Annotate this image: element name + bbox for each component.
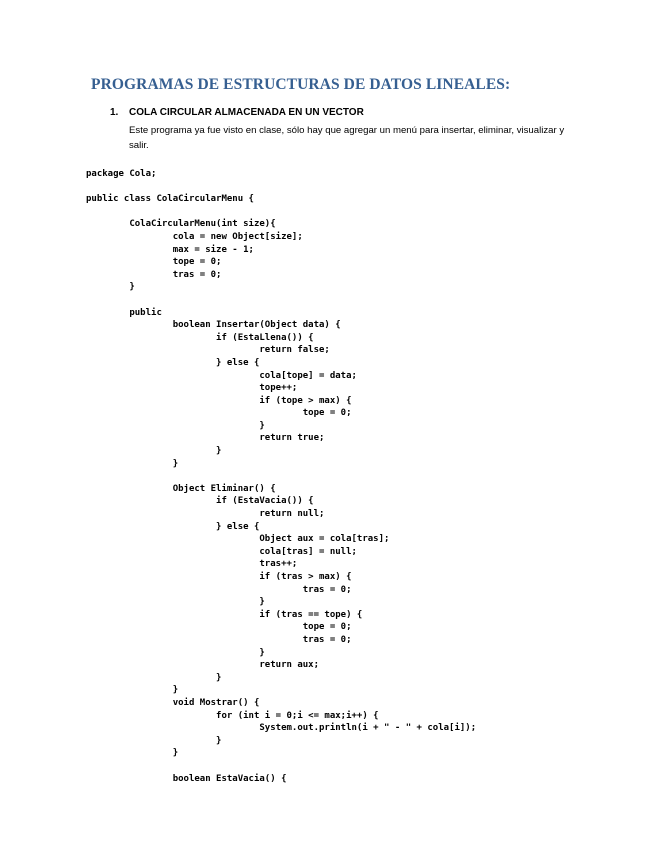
code-line: for (int i = 0;i <= max;i++) { [86, 710, 379, 721]
code-line: } [86, 685, 179, 696]
section-number: 1. [110, 107, 119, 118]
code-line: if (tras > max) { [86, 572, 352, 582]
code-line: } [86, 458, 179, 469]
code-line: void Mostrar() { [86, 697, 260, 708]
code-line: return false; [86, 345, 330, 356]
code-line: return null; [86, 509, 325, 520]
code-line: } [86, 647, 265, 658]
code-line: public [86, 307, 162, 318]
code-line: tope = 0; [86, 408, 352, 419]
code-line: boolean Insertar(Object data) { [86, 320, 341, 331]
code-line: } else { [86, 357, 260, 368]
code-line: boolean EstaVacia() { [86, 773, 287, 784]
code-line: tras = 0; [86, 634, 352, 645]
code-block [86, 168, 476, 785]
code-line: tras = 0; [86, 584, 352, 595]
code-line: return aux; [86, 660, 319, 671]
code-line: package Cola; [86, 169, 157, 179]
code-line: cola[tope] = data; [86, 370, 357, 381]
code-line: if (EstaLlena()) { [86, 332, 314, 343]
code-line: cola = new Object[size]; [86, 231, 303, 242]
code-line: if (tope > max) { [86, 395, 352, 406]
code-line: return true; [86, 433, 325, 444]
code-line [86, 760, 476, 773]
code-line: } [86, 748, 179, 759]
code-line [86, 181, 476, 194]
code-line: max = size - 1; [86, 244, 254, 255]
code-line: tope = 0; [86, 622, 352, 633]
code-line: } else { [86, 521, 260, 532]
code-line: tras = 0; [86, 269, 222, 280]
code-line: } [86, 597, 265, 608]
code-line: public class ColaCircularMenu { [86, 194, 254, 205]
code-line: Object aux = cola[tras]; [86, 534, 390, 545]
section-description: Este programa ya fue visto en clase, sólo hay que agregar un menú para insertar, eliminar, visualizar y salir. [129, 125, 565, 151]
code-line [86, 294, 476, 307]
code-line: tope++; [86, 383, 298, 394]
code-line [86, 206, 476, 219]
code-line: tras++; [86, 559, 298, 570]
code-line: } [86, 672, 222, 683]
code-line: if (tras == tope) { [86, 609, 363, 620]
code-line: System.out.println(i + " - " + cola[i]); [86, 723, 477, 734]
code-line: cola[tras] = null; [86, 546, 357, 557]
code-line: tope = 0; [86, 257, 222, 268]
code-line: ColaCircularMenu(int size){ [86, 219, 276, 230]
section-heading: COLA CIRCULAR ALMACENADA EN UN VECTOR [129, 107, 364, 118]
code-line: } [86, 282, 135, 293]
code-line: if (EstaVacia()) { [86, 496, 314, 507]
code-line: } [86, 446, 222, 457]
code-line: } [86, 420, 265, 431]
page-title: PROGRAMAS DE ESTRUCTURAS DE DATOS LINEALES: [91, 76, 511, 93]
code-line: } [86, 735, 222, 746]
code-line [86, 470, 476, 483]
code-line: Object Eliminar() { [86, 483, 276, 494]
